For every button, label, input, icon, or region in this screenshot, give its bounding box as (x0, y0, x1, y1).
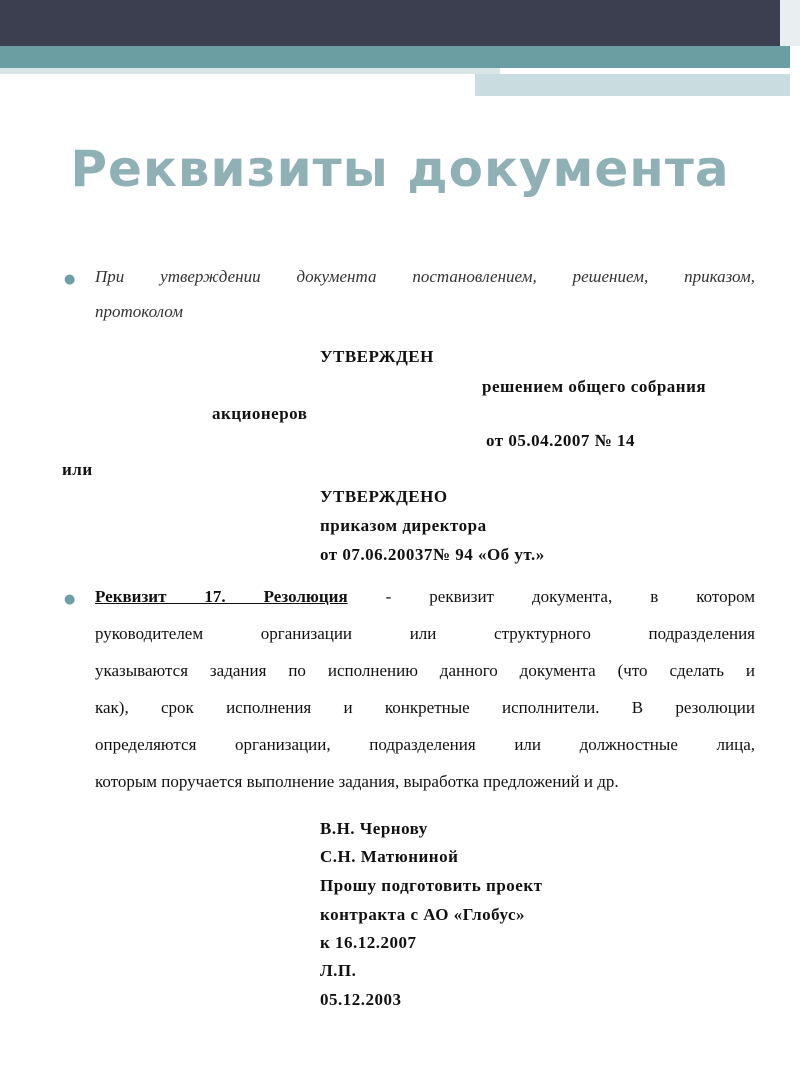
stamp2-heading: УТВЕРЖДЕНО (320, 487, 448, 506)
requisite-line: которым поручается выполнение задания, выработка предложений и др. (95, 772, 619, 791)
header-bar-accent (780, 0, 800, 46)
requisite-line: как), срок исполнения и конкретные исполнители. В резолюции (95, 698, 755, 717)
resolution-line: Л.П. (320, 961, 357, 980)
header-bar-teal (0, 46, 790, 68)
stamp2-line-2: от 07.06.20037№ 94 «Об ут.» (320, 545, 545, 564)
stamp2-line-1: приказом директора (320, 516, 487, 535)
stamp1-line-3: от 05.04.2007 № 14 (486, 431, 635, 450)
header-bar-light-right (475, 74, 790, 96)
page-title: Реквизиты документа (70, 140, 730, 198)
bullet-icon: ● (64, 592, 76, 607)
stamp1-line-1: решением общего собрания (482, 377, 707, 396)
resolution-line: контракта с АО «Глобус» (320, 905, 525, 924)
or-label: или (62, 460, 93, 479)
requisite-line-1-rest: - реквизит документа, в котором (347, 587, 756, 606)
resolution-line: С.Н. Матюниной (320, 847, 459, 866)
intro-line-1: При утверждении документа постановлением, решением, приказом, (95, 267, 755, 286)
resolution-line: 05.12.2003 (320, 990, 402, 1009)
requisite-line: определяются организации, подразделения или должностные лица, (95, 735, 755, 754)
intro-line-2: протоколом (95, 302, 183, 321)
requisite-line: указываются задания по исполнению данного документа (что сделать и (95, 661, 755, 680)
stamp1-heading: УТВЕРЖДЕН (320, 347, 434, 366)
resolution-line: к 16.12.2007 (320, 933, 417, 952)
requisite-line-1 (95, 578, 755, 615)
header-bar-light (0, 68, 500, 74)
resolution-line: Прошу подготовить проект (320, 876, 543, 895)
resolution-line: В.Н. Чернову (320, 819, 428, 838)
header-bar-dark (0, 0, 780, 46)
stamp1-line-2: акционеров (212, 404, 308, 423)
requisite-label: Реквизит 17. Резолюция (95, 587, 348, 606)
bullet-icon: ● (64, 272, 76, 287)
requisite-line: руководителем организации или структурного подразделения (95, 624, 755, 643)
